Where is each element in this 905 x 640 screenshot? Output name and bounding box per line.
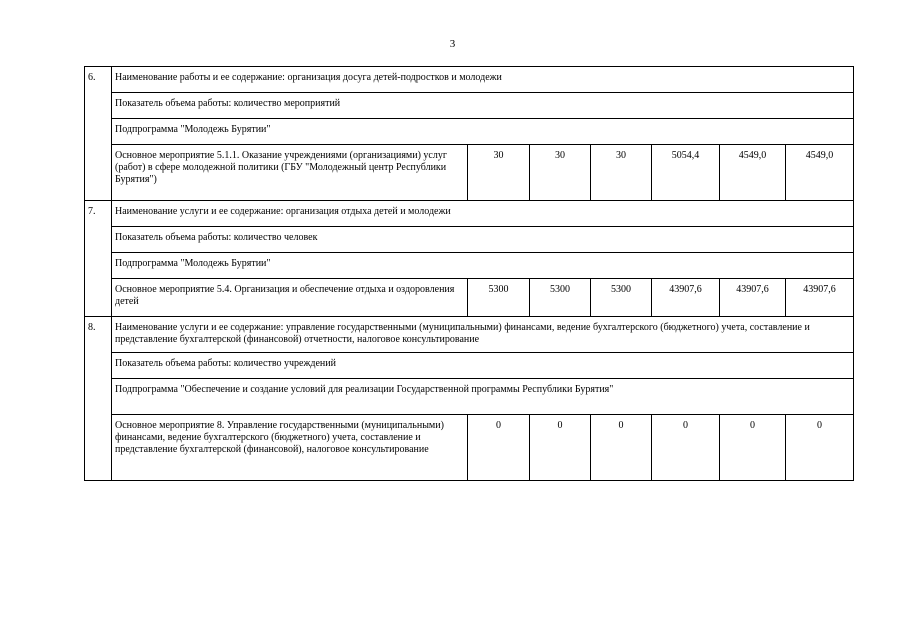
- section-8-indicator-row: [85, 353, 854, 379]
- value-cell: 43907,6: [786, 279, 854, 317]
- section-8-subprogram-row: [85, 379, 854, 415]
- value-cell: 5300: [468, 279, 530, 317]
- services-table: [84, 66, 854, 481]
- value-cell: 0: [591, 415, 652, 481]
- section-subprogram: Подпрограмма "Обеспечение и создание условий для реализации Государственной программы Республики Бурятия": [112, 379, 854, 415]
- activity-description: Основное мероприятие 5.1.1. Оказание учреждениями (организациями) услуг (работ) в сфере молодежной политики (ГБУ "Молодежный центр Республики Бурятия"): [112, 145, 468, 201]
- section-7-indicator-row: [85, 227, 854, 253]
- section-subprogram: Подпрограмма "Молодежь Бурятии": [112, 119, 854, 145]
- section-8-name-row: [85, 317, 854, 353]
- value-cell: 43907,6: [652, 279, 720, 317]
- value-cell: 4549,0: [720, 145, 786, 201]
- section-8-activity-row: [85, 415, 854, 481]
- section-7-name-row: [85, 201, 854, 227]
- section-7-subprogram-row: [85, 253, 854, 279]
- value-cell: 43907,6: [720, 279, 786, 317]
- section-6-indicator-row: [85, 93, 854, 119]
- section-number: 6.: [85, 67, 112, 201]
- section-name: Наименование услуги и ее содержание: организация отдыха детей и молодежи: [112, 201, 854, 227]
- section-indicator: Показатель объема работы: количество человек: [112, 227, 854, 253]
- activity-description: Основное мероприятие 8. Управление государственными (муниципальными) финансами, ведение бухгалтерского (бюджетного) учета, составление и представление бухгалтерской (финансовой), налоговое консультирование: [112, 415, 468, 481]
- section-name: Наименование услуги и ее содержание: управление государственными (муниципальными) финансами, ведение бухгалтерского (бюджетного) учета, составление и представление бухгалтерской (финансовой) отчетности, налоговое консультирование: [112, 317, 854, 353]
- section-6-activity-row: [85, 145, 854, 201]
- value-cell: 4549,0: [786, 145, 854, 201]
- section-subprogram: Подпрограмма "Молодежь Бурятии": [112, 253, 854, 279]
- section-number: 8.: [85, 317, 112, 481]
- section-indicator: Показатель объема работы: количество мероприятий: [112, 93, 854, 119]
- value-cell: 30: [468, 145, 530, 201]
- section-6-name-row: [85, 67, 854, 93]
- value-cell: 30: [591, 145, 652, 201]
- value-cell: 0: [786, 415, 854, 481]
- page-number: 3: [449, 38, 456, 50]
- section-7-activity-row: [85, 279, 854, 317]
- value-cell: 5300: [591, 279, 652, 317]
- section-number: 7.: [85, 201, 112, 317]
- value-cell: 0: [468, 415, 530, 481]
- value-cell: 0: [530, 415, 591, 481]
- activity-description: Основное мероприятие 5.4. Организация и обеспечение отдыха и оздоровления детей: [112, 279, 468, 317]
- value-cell: 0: [720, 415, 786, 481]
- section-indicator: Показатель объема работы: количество учреждений: [112, 353, 854, 379]
- section-name: Наименование работы и ее содержание: организация досуга детей-подростков и молодежи: [112, 67, 854, 93]
- value-cell: 5054,4: [652, 145, 720, 201]
- value-cell: 30: [530, 145, 591, 201]
- value-cell: 5300: [530, 279, 591, 317]
- value-cell: 0: [652, 415, 720, 481]
- section-6-subprogram-row: [85, 119, 854, 145]
